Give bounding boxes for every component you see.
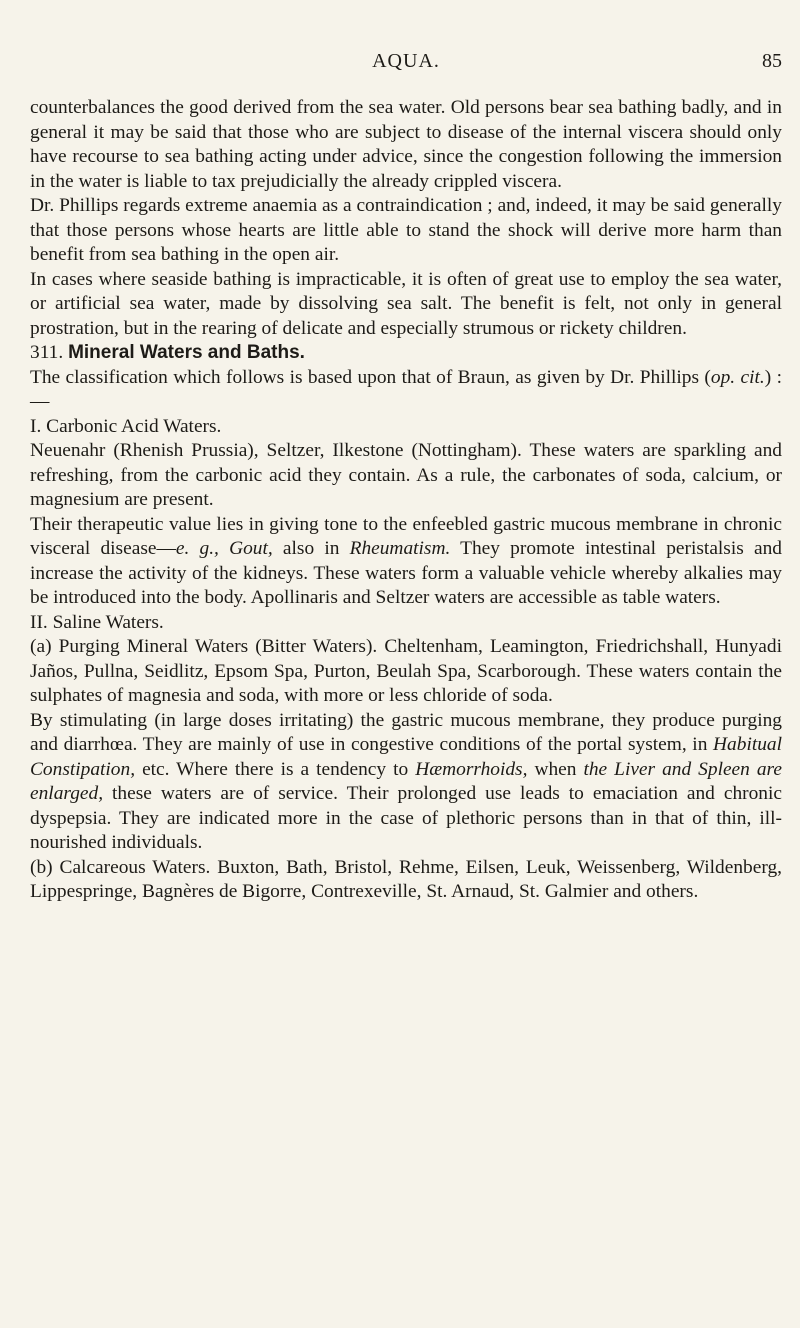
also-in: also in (272, 538, 350, 559)
habitual-constipation-term: Habitual Constipation, (30, 734, 782, 780)
liver-spleen-term: the Liver and Spleen are enlarged, (30, 758, 782, 804)
page-number: 85 (762, 50, 782, 72)
gout-term: Gout, (229, 538, 273, 559)
classification-text: The classification which follows is based upon that of Braun, as given by Dr. Phillips ( (30, 366, 711, 388)
section-number: 311. (30, 342, 64, 363)
eg-abbrev: e. g., (175, 538, 219, 559)
when-text: when (527, 758, 584, 780)
paragraph-classification (30, 366, 782, 415)
purging-label: (a) (30, 636, 52, 657)
calcareous-label: (b) (30, 856, 53, 878)
section-heading (30, 341, 782, 366)
classification-end: ) :— (30, 366, 782, 412)
paragraph-carbonic-sources: Neuenahr (Rhenish Prussia), Seltzer, Ilkestone (Nottingham). These waters are sparkling and refreshing, from the carbonic acid they contain. As a rule, the carbonates of soda, calcium, or magnesium are present. (30, 440, 782, 510)
calcareous-text: Calcareous Waters. Buxton, Bath, Bristol, Rehme, Eilsen, Leuk, Weissenberg, Wildenberg, Lippespringe, Bagnères de Bigorre, Contrexeville, St. Arnaud, St. Galmier and others. (30, 856, 782, 902)
paragraph-anaemia: Dr. Phillips regards extreme anaemia as a contraindication ; and, indeed, it may be said generally that those persons whose hearts are little able to stand the shock will derive more harm than benefit from sea bathing in the open air. (30, 195, 782, 265)
haemorrhoids-term: Hæmorrhoids, (415, 758, 528, 780)
therapeutic-text: Their therapeutic value lies in giving tone to the enfeebled gastric mucous membrane in chronic visceral disease— (30, 513, 782, 559)
section-title: Mineral Waters and Baths. (68, 342, 305, 363)
purging-effects-text: By stimulating (in large doses irritating) the gastric mucous membrane, they produce purging and diarrhœa. They are mainly of use in congestive conditions of the portal system, in (30, 709, 782, 755)
paragraph-artificial-sea-water: In cases where seaside bathing is impracticable, it is often of great use to employ the sea water, or artificial sea water, made by dissolving sea salt. The benefit is felt, not only in general prostration, but in the rearing of delicate and especially strumous or rickety children. (30, 268, 782, 339)
paragraph-purging-effects (30, 709, 782, 856)
page-header (30, 50, 782, 76)
paragraph-calcareous-waters (30, 856, 782, 905)
paragraph-carbonic-therapeutic (30, 513, 782, 611)
paragraph-purging-waters (30, 635, 782, 709)
body-text (30, 96, 782, 905)
saline-heading: II. Saline Waters. (30, 611, 164, 633)
paragraph-sea-bathing: counterbalances the good derived from the sea water. Old persons bear sea bathing badly, and in general it may be said that those who are subject to disease of the internal viscera should only have recourse to sea bathing acting under advice, since the congestion following the immersion in the water is liable to tax prejudicially the already crippled viscera. (30, 97, 782, 192)
therapeutic-text-rest: They promote intestinal peristalsis and increase the activity of the kidneys. These waters form a valuable vehicle whereby alkalies may be introduced into the body. Apollinaris and Seltzer waters are accessible as table waters. (30, 538, 782, 608)
running-title: AQUA. (372, 50, 440, 72)
tendency-text: etc. Where there is a tendency to (135, 758, 416, 780)
carbonic-heading: I. Carbonic Acid Waters. (30, 415, 222, 437)
rheumatism-term: Rheumatism. (349, 538, 451, 559)
purging-effects-rest: these waters are of service. Their prolonged use leads to emaciation and chronic dyspepsia. They are indicated more in the case of plethoric persons than in that of thin, ill-nourished individuals. (30, 783, 782, 853)
purging-text: Purging Mineral Waters (Bitter Waters). Cheltenham, Leamington, Friedrichshall, Hunyadi Jaños, Pullna, Seidlitz, Epsom Spa, Purton, Beulah Spa, Scarborough. These waters contain the sulphates of magnesia and soda, with more or less chloride of soda. (30, 636, 782, 706)
op-cit: op. cit. (710, 366, 765, 388)
